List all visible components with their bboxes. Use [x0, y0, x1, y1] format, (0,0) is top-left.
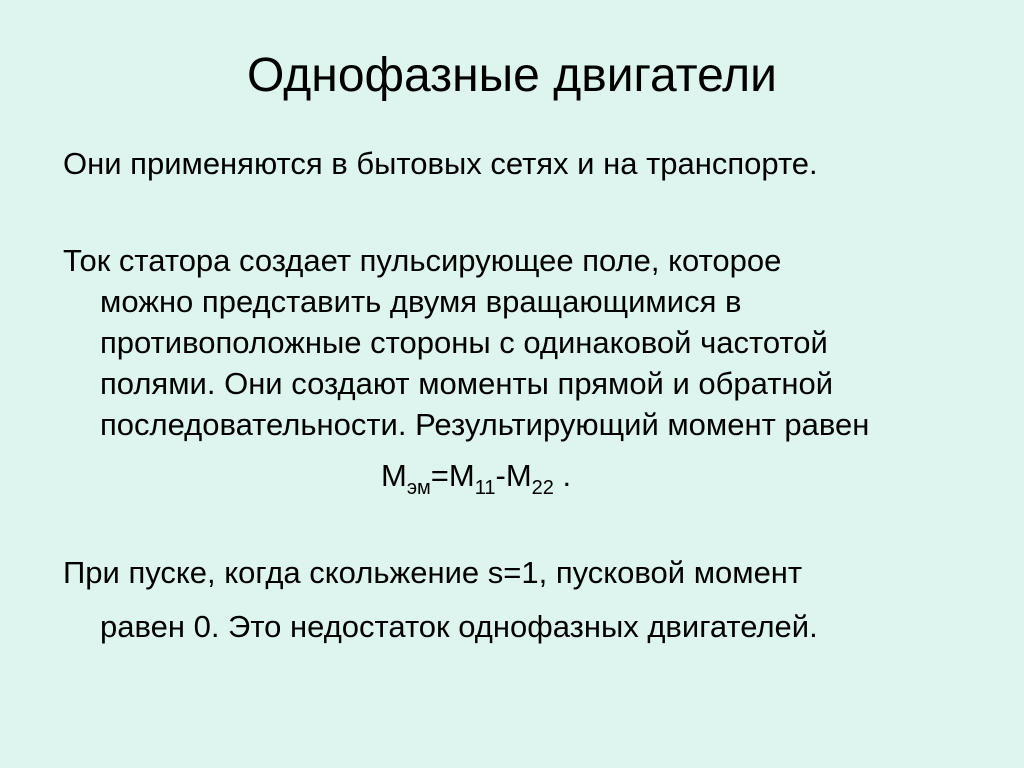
paragraph-line: равен 0. Это недостаток однофазных двигателей. — [100, 609, 818, 644]
paragraph-line: Ток статора создает пульсирующее поле, которое — [63, 243, 782, 278]
paragraph-starting-torque — [63, 552, 818, 647]
slide-title: Однофазные двигатели — [247, 49, 777, 102]
formula-equals-m: =М — [430, 458, 475, 493]
formula-subscript-em: эм — [406, 477, 431, 499]
formula-minus-m: -М — [495, 458, 532, 493]
formula-subscript-11: 11 — [474, 477, 496, 499]
paragraph-line: противоположные стороны с одинаковой частотой — [100, 325, 828, 360]
torque-formula — [381, 455, 571, 501]
paragraph-line: последовательности. Результирующий момент равен — [100, 407, 870, 442]
formula-m: М — [381, 458, 407, 493]
paragraph-line: полями. Они создают моменты прямой и обратной — [100, 366, 834, 401]
paragraph-line: можно представить двумя вращающимися в — [100, 284, 742, 319]
paragraph-usage: Они применяются в бытовых сетях и на транспорте. — [63, 146, 818, 181]
paragraph-stator-field — [63, 240, 869, 445]
formula-period: . — [553, 458, 572, 493]
formula-subscript-22: 22 — [531, 477, 554, 499]
paragraph-line: При пуске, когда скольжение s=1, пусковой момент — [63, 555, 803, 590]
